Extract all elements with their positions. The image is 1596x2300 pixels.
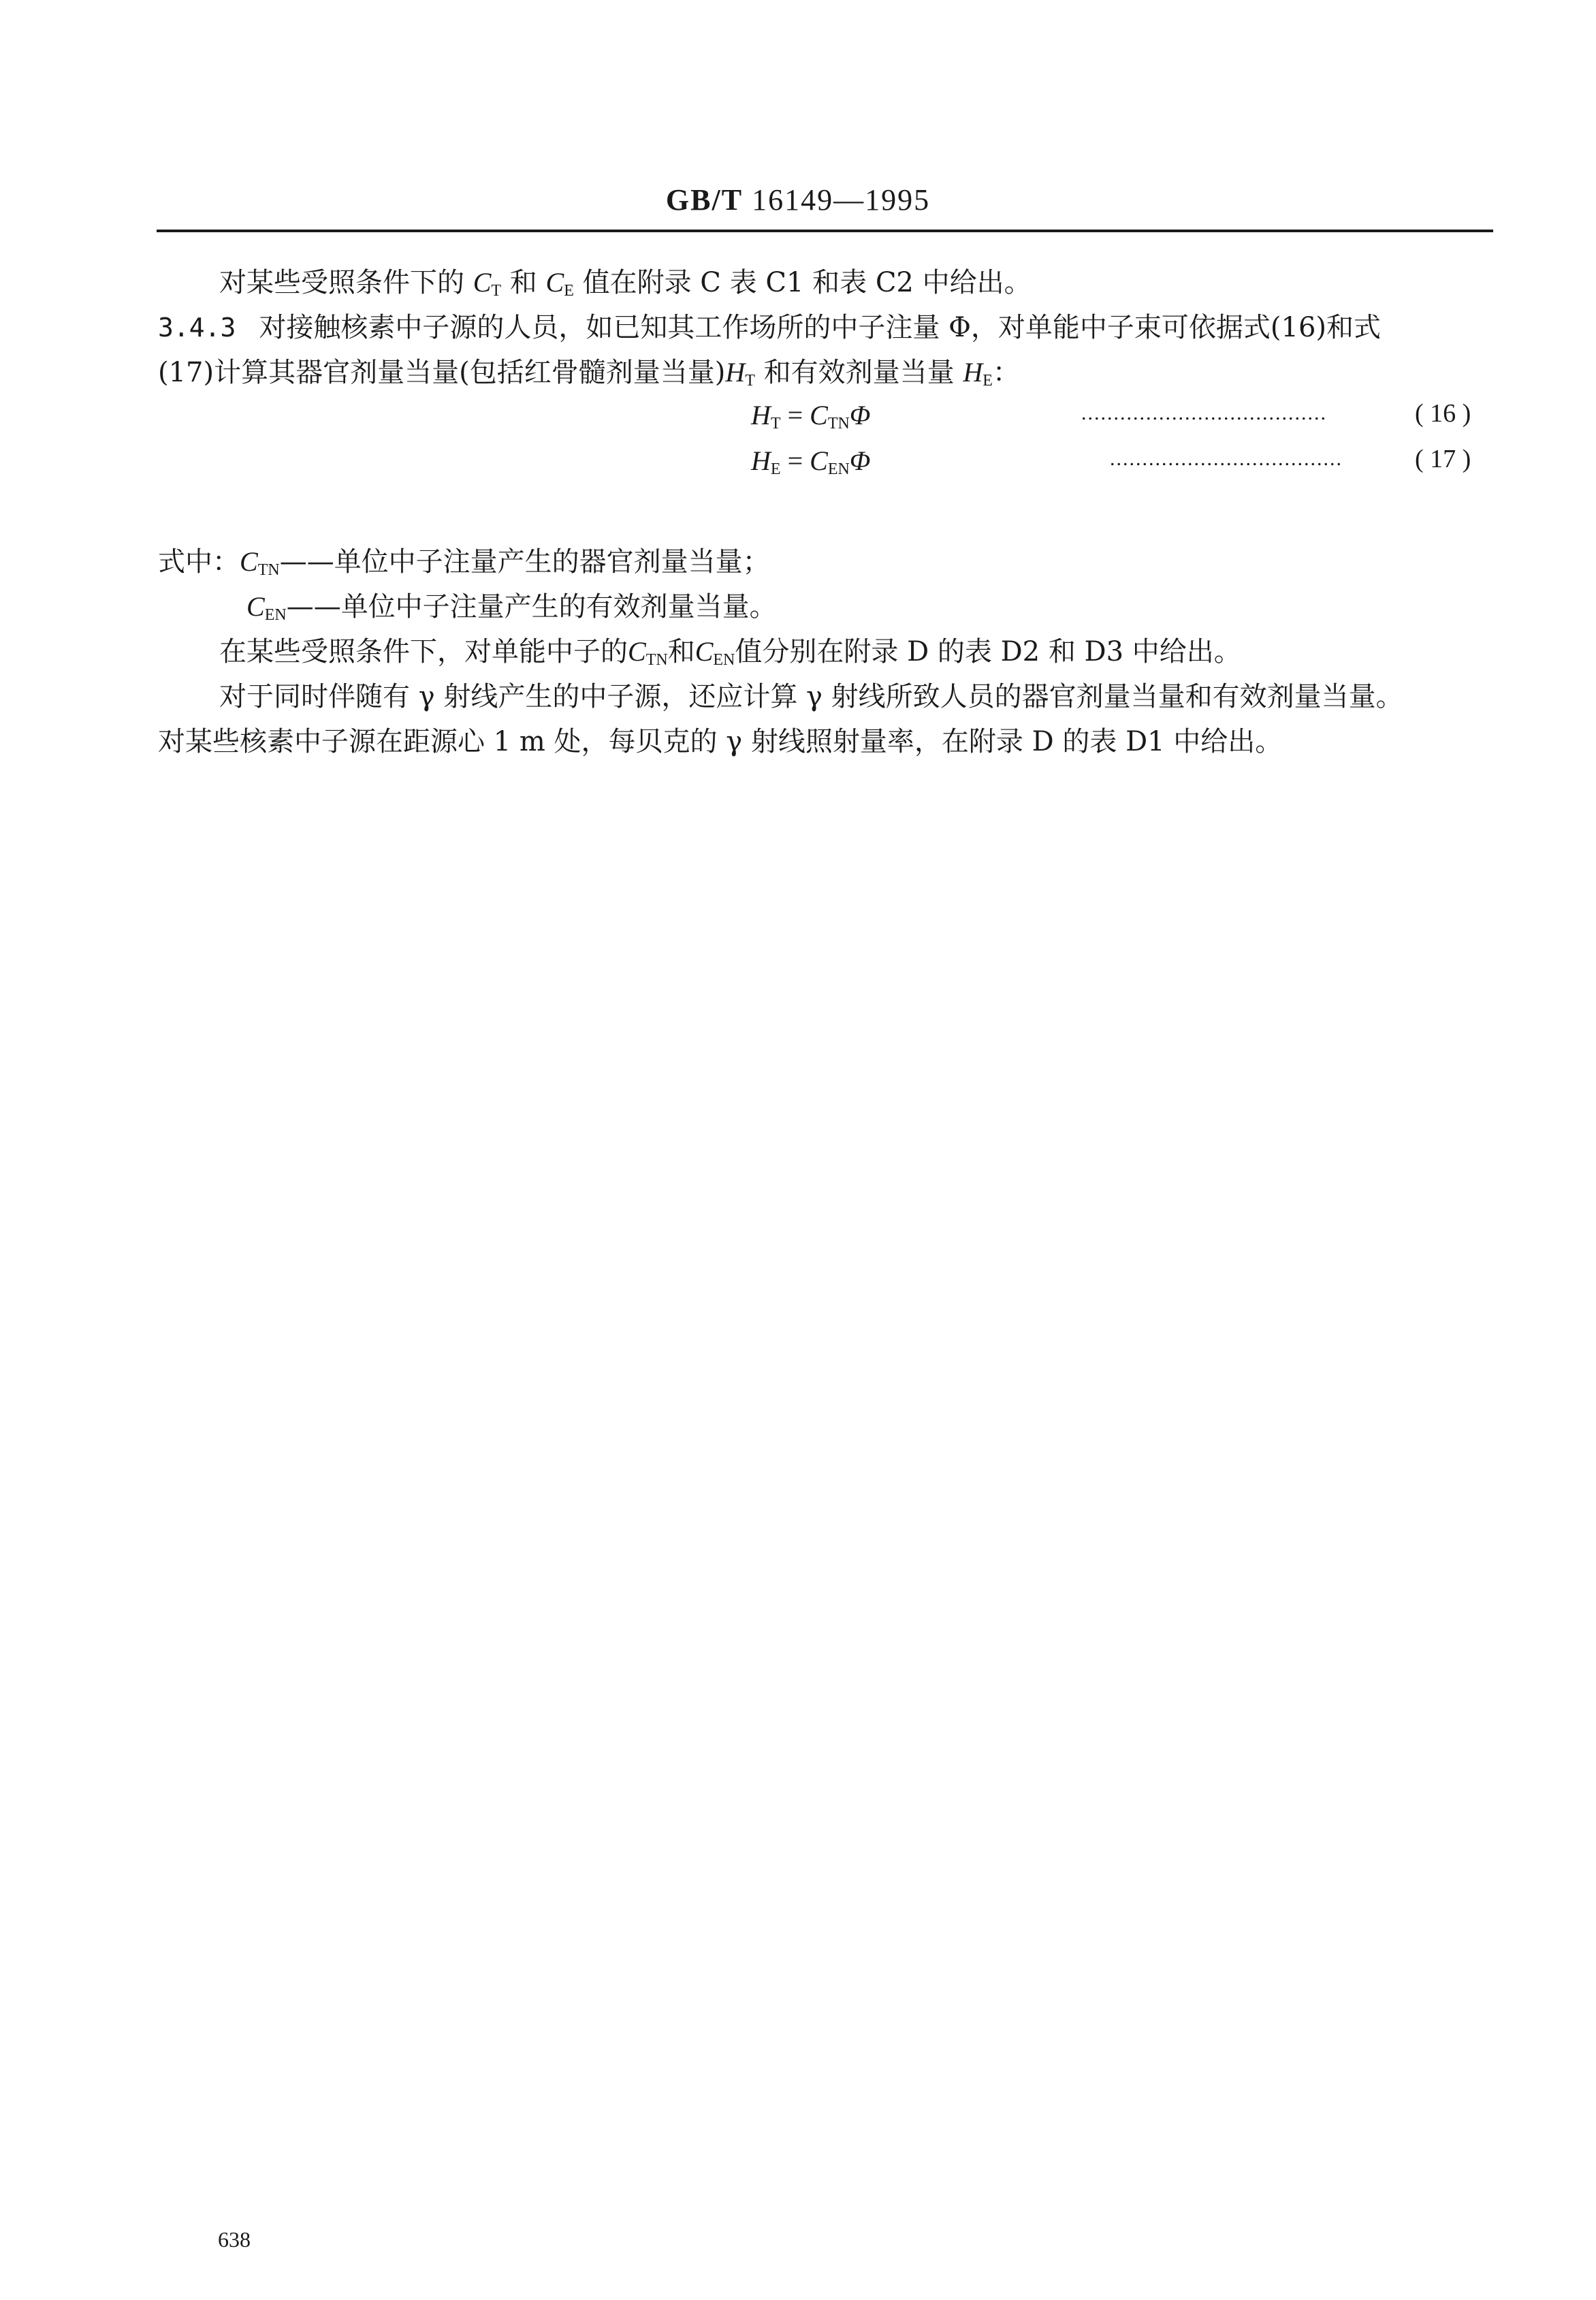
equation-number-17: ( 17 ) bbox=[1415, 445, 1471, 473]
symbol-he: $H_E$ bbox=[963, 357, 993, 390]
section-3-4-3-line2: (17)计算其器官剂量当量(包括红骨髓剂量当量)$H_T$ 和有效剂量当量 $H_E$： bbox=[158, 357, 1020, 390]
symbol-ce: $C_E$ bbox=[545, 267, 574, 300]
leader-dots-17: .................................... bbox=[1110, 447, 1343, 470]
legend-item-ctn: 式中：$C_{TN}——$单位中子注量产生的器官剂量当量； bbox=[158, 546, 770, 579]
equation-number-16: ( 16 ) bbox=[1415, 399, 1471, 428]
standard-prefix: GB/T bbox=[665, 183, 744, 217]
paragraph-gamma-line2: 对某些核素中子源在距源心 1 m 处，每贝克的 γ 射线照射量率，在附录 D 的表 D1 中给出。 bbox=[158, 726, 1283, 757]
section-3-4-3-line1: 3.4.3 对接触核素中子源的人员，如已知其工作场所的中子注量 Φ，对单能中子束可依据式(16)和式 bbox=[158, 312, 1382, 343]
legend-item-cen: $C_{EN}——$单位中子注量产生的有效剂量当量。 bbox=[246, 591, 777, 624]
standard-number: 16149—1995 bbox=[752, 183, 931, 217]
symbol-ct: $C_T$ bbox=[473, 267, 502, 300]
paragraph-ct-ce: 对某些受照条件下的 $C_T$ 和 $C_E$ 值在附录 C 表 C1 和表 C2 中给出。 bbox=[219, 267, 1032, 300]
equation-17: $H_E = C_{EN}\Phi$ bbox=[751, 445, 871, 478]
paragraph-gamma-line1: 对于同时伴随有 γ 射线产生的中子源，还应计算 γ 射线所致人员的器官剂量当量和有效剂量当量。 bbox=[219, 681, 1403, 712]
symbol-ht: $H_T$ bbox=[725, 357, 755, 390]
section-number: 3.4.3 bbox=[158, 313, 236, 343]
paragraph-ctn-cen: 在某些受照条件下，对单能中子的$C_{TN}$和$C_{EN}$值分别在附录 D 的表 D2 和 D3 中给出。 bbox=[219, 636, 1241, 669]
equation-16: $H_T = C_{TN}\Phi$ bbox=[751, 400, 871, 432]
header-rule bbox=[157, 230, 1493, 232]
leader-dots-16: ...................................... bbox=[1081, 402, 1327, 424]
page-number: 638 bbox=[218, 2227, 251, 2252]
page-header bbox=[0, 183, 1596, 217]
